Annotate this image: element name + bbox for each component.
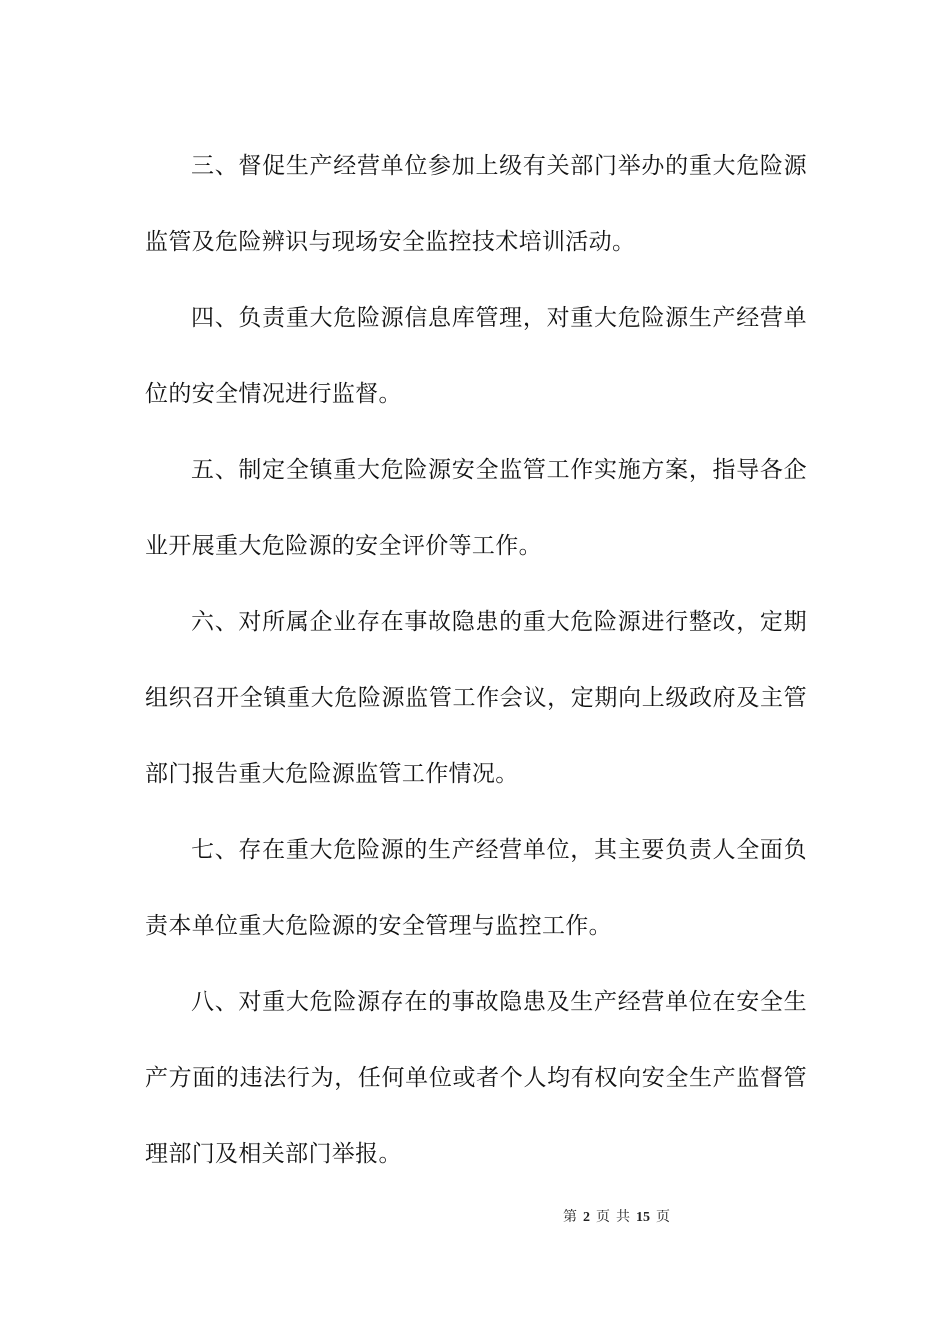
- paragraph-item-5: 五、制定全镇重大危险源安全监管工作实施方案，指导各企业开展重大危险源的安全评价等工作。: [145, 457, 807, 559]
- document-body: [145, 128, 807, 1192]
- paragraph-item-4: 四、负责重大危险源信息库管理，对重大危险源生产经营单位的安全情况进行监督。: [145, 305, 807, 407]
- page-suffix: 页: [656, 1209, 670, 1225]
- total-word: 共: [616, 1209, 630, 1225]
- page-number-indicator: [563, 1207, 676, 1228]
- page-word: 页: [596, 1209, 610, 1225]
- page-prefix: 第: [563, 1209, 577, 1225]
- current-page-number: 2: [583, 1210, 590, 1225]
- paragraph-item-6: 六、对所属企业存在事故隐患的重大危险源进行整改，定期组织召开全镇重大危险源监管工作会议，定期向上级政府及主管部门报告重大危险源监管工作情况。: [145, 609, 807, 787]
- paragraph-item-8: 八、对重大危险源存在的事故隐患及生产经营单位在安全生产方面的违法行为，任何单位或者个人均有权向安全生产监督管理部门及相关部门举报。: [145, 989, 807, 1167]
- paragraph-item-7: 七、存在重大危险源的生产经营单位，其主要负责人全面负责本单位重大危险源的安全管理与监控工作。: [145, 837, 807, 939]
- total-page-count: 15: [636, 1210, 650, 1225]
- paragraph-item-3: 三、督促生产经营单位参加上级有关部门举办的重大危险源监管及危险辨识与现场安全监控技术培训活动。: [145, 153, 807, 255]
